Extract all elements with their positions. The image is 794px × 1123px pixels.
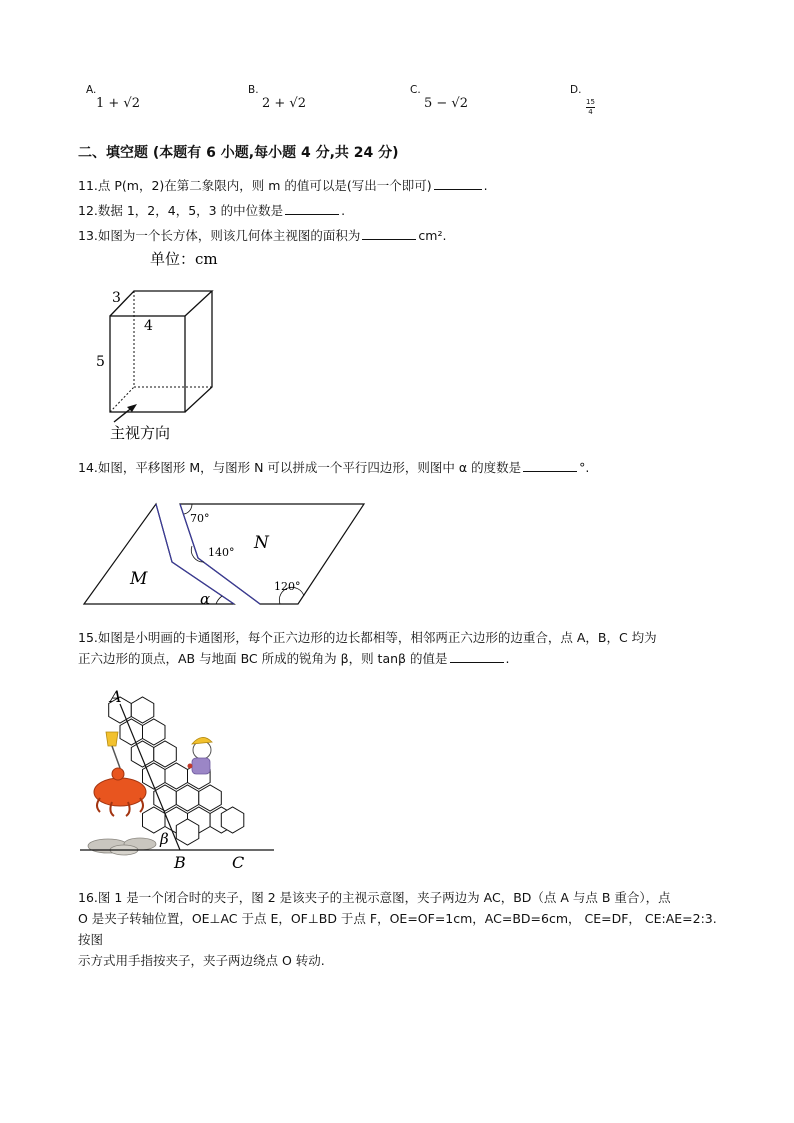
figure-15-hexagons — [78, 684, 278, 874]
question-11 — [78, 176, 488, 194]
answer-blank[interactable] — [450, 652, 504, 663]
answer-blank[interactable] — [434, 179, 482, 190]
question-text: 13.如图为一个长方体，则该几何体主视图的面积为 — [78, 228, 361, 243]
question-text: 12.数据 1，2，4，5，3 的中位数是 — [78, 203, 284, 218]
option-expr: 2 + √2 — [262, 96, 306, 111]
angle-label: 70° — [190, 512, 210, 525]
option-letter: A. — [86, 84, 97, 96]
dimension-label: 5 — [96, 354, 105, 370]
question-text: 16.图 1 是一个闭合时的夹子，图 2 是该夹子的主视示意图，夹子两边为 AC，BD（点 A 与点 B 重合），点 — [78, 890, 671, 905]
question-text-end: . — [505, 651, 510, 666]
hexagon-cell — [154, 785, 177, 811]
question-text-end: cm². — [418, 228, 447, 243]
question-16 — [78, 887, 718, 971]
section-title: 二、填空题 (本题有 6 小题,每小题 4 分,共 24 分) — [78, 145, 399, 161]
fraction-numerator: 15 — [586, 98, 595, 106]
question-14 — [78, 458, 589, 476]
option-a — [86, 84, 140, 111]
hexagon-cell — [199, 785, 222, 811]
angle-beta-label: β — [160, 830, 169, 848]
view-direction-label: 主视方向 — [110, 424, 171, 442]
question-text: 11.点 P(m，2)在第二象限内，则 m 的值可以是(写出一个即可) — [78, 178, 432, 193]
question-13 — [78, 226, 446, 244]
point-c-label: C — [232, 853, 245, 872]
question-text-end: . — [341, 203, 346, 218]
hexagon-cell — [131, 741, 154, 767]
figure-13-cuboid — [84, 244, 254, 444]
fraction — [586, 98, 595, 117]
hexagon-cell — [154, 741, 177, 767]
question-text: 14.如图，平移图形 M，与图形 N 可以拼成一个平行四边形，则图中 α 的度数是 — [78, 460, 522, 475]
question-text: O 是夹子转轴位置，OE⊥AC 于点 E，OF⊥BD 于点 F，OE=OF=1cm，AC=BD=6cm， CE=DF， CE:AE=2:3.按图 — [78, 911, 717, 947]
question-text: 正六边形的顶点，AB 与地面 BC 所成的锐角为 β，则 tanβ 的值是 — [78, 651, 448, 666]
answer-blank[interactable] — [285, 204, 339, 215]
option-expr: 5 − √2 — [424, 96, 468, 111]
dimension-label: 4 — [144, 318, 153, 334]
hexagon-cell — [165, 763, 188, 789]
option-b — [248, 84, 306, 111]
hexagon-cell — [143, 719, 166, 745]
unit-label: 单位：cm — [150, 250, 218, 268]
question-15 — [78, 627, 718, 669]
option-letter: B. — [248, 84, 259, 96]
angle-alpha-label: α — [200, 590, 211, 608]
shape-label-n: N — [254, 533, 269, 553]
figure-14-shapes — [80, 496, 370, 608]
option-letter: C. — [410, 84, 421, 96]
question-text: 15.如图是小明画的卡通图形，每个正六边形的边长都相等，相邻两正六边形的边重合，点 A，B，C 均为 — [78, 630, 657, 645]
angle-label: 140° — [208, 546, 235, 559]
option-expr: 1 + √2 — [96, 96, 140, 111]
option-letter: D. — [570, 84, 582, 96]
point-a-label: A — [110, 687, 122, 706]
question-text: 示方式用手指按夹子，夹子两边绕点 O 转动. — [78, 953, 325, 968]
hexagon-cell — [176, 785, 199, 811]
question-text-end: . — [483, 178, 488, 193]
option-c — [410, 84, 468, 111]
answer-blank[interactable] — [523, 461, 577, 472]
dimension-label: 3 — [112, 290, 121, 306]
point-b-label: B — [174, 853, 186, 872]
question-12 — [78, 201, 345, 219]
answer-blank[interactable] — [362, 229, 416, 240]
question-text-end: °. — [579, 460, 590, 475]
shape-label-m: M — [130, 569, 148, 589]
angle-label: 120° — [274, 580, 301, 593]
hexagon-cell — [131, 697, 154, 723]
option-d — [570, 84, 595, 118]
fraction-denominator: 4 — [588, 108, 593, 116]
